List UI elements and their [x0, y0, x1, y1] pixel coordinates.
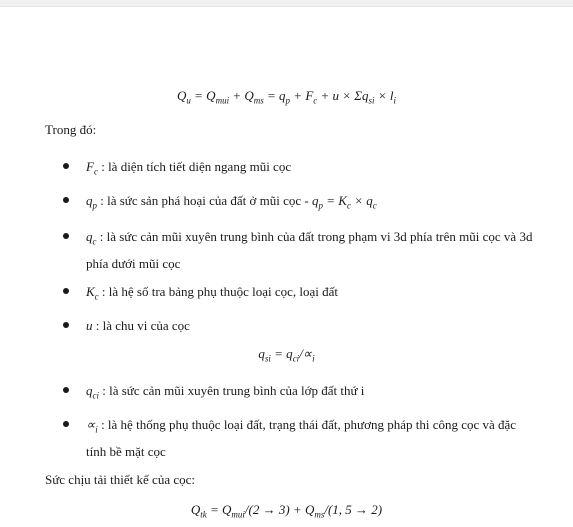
list-item-alpha	[86, 414, 536, 462]
symbol-fc: $F_c$	[86, 159, 98, 177]
item-text: : là sức cản mũi xuyên trung bình của lớp đất thứ i	[99, 383, 365, 398]
item-text: : là sức cản mũi xuyên trung bình của đất trong phạm vi 3d phía trên mũi cọc và 3d phía dưới mũi cọc	[86, 229, 533, 271]
formula-design: $Q_{tk} = Q_{mui}/(2 \to 3) + Q_{ms}/(1$, 5 → 2)	[190, 502, 383, 520]
item-text: : là hệ thống phụ thuộc loại đất, trạng thái đất, phương pháp thi công cọc và đặc tính bề mặt cọc	[86, 417, 517, 459]
list-item-u	[86, 315, 536, 336]
bullet	[63, 233, 69, 239]
bullet	[63, 197, 69, 203]
design-heading: Sức chịu tải thiết kế của cọc:	[45, 472, 195, 487]
bullet	[63, 288, 69, 294]
bullet	[63, 163, 69, 169]
symbol-qci: $q_{ci}$	[86, 383, 99, 401]
item-text: : là chu vi của cọc	[92, 318, 190, 333]
list-item-qp	[86, 190, 536, 217]
list-item-qci	[86, 380, 536, 407]
symbol-qc: $q_c$	[86, 229, 97, 247]
intro-text: Trong đó:	[45, 122, 97, 137]
list-item-kc	[86, 281, 536, 308]
symbol-qp: $q_p$	[86, 193, 97, 211]
item-text: : là sức sản phá hoại của đất ở mũi cọc -	[97, 193, 312, 208]
formula-qp: $q_p = K_c \times q_c$	[312, 193, 377, 211]
item-text: : là diện tích tiết diện ngang mũi cọc	[97, 159, 292, 174]
bullet	[63, 322, 69, 328]
formula-main: $Q_u = Q_{mui} + Q_{ms} = q_p + F_c + u \times \Sigma q_{si} \times l_i$	[177, 88, 396, 106]
bullet	[63, 387, 69, 393]
symbol-kc: $K_c$	[86, 284, 99, 302]
list-item-fc	[86, 156, 536, 183]
formula-qsi: $q_{si} = q_{ci}/\propto_i$	[258, 346, 315, 364]
item-text: : là hệ số tra bảng phụ thuộc loại cọc, loại đất	[98, 284, 339, 299]
symbol-u: u	[86, 318, 93, 333]
bullet	[63, 421, 69, 427]
symbol-alpha: $\propto_i$	[86, 417, 98, 435]
list-item-qc	[86, 226, 536, 274]
top-bar	[0, 0, 573, 7]
